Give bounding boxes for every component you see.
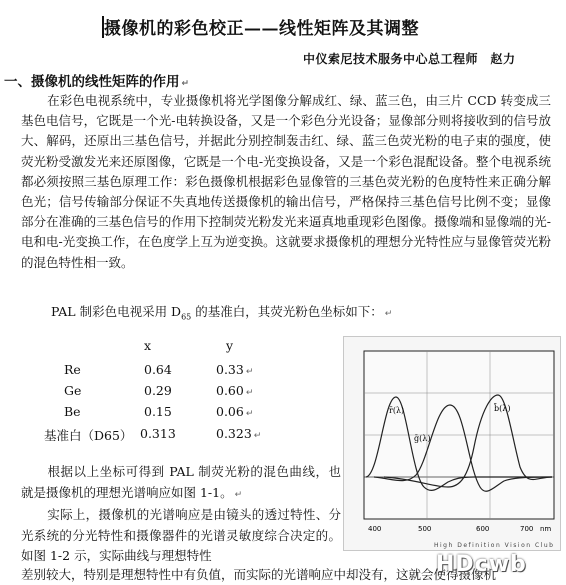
curve-label-b: b̄(λ) xyxy=(494,404,511,413)
header-x: x xyxy=(144,338,152,353)
author-line: 中仪索尼技术服务中心总工程师 赵力 xyxy=(303,52,516,66)
row-y: 0.323 ↵ xyxy=(216,426,262,441)
row-x: 0.64 xyxy=(144,362,172,377)
x-tick: 400 xyxy=(368,525,382,533)
section-heading-text: 一、摄像机的线性矩阵的作用 xyxy=(4,74,180,90)
table-row xyxy=(40,426,272,446)
paragraph-mark-icon: ↵ xyxy=(234,489,243,500)
table-row xyxy=(40,362,272,382)
table-row xyxy=(40,404,272,424)
x-tick: 700 xyxy=(520,525,534,533)
paragraph-3-line: 差别较大，特别是理想特性中有负值，而实际的光谱响应中却没有，这就会使得摄像机 xyxy=(21,567,497,582)
site-watermark xyxy=(430,542,566,585)
watermark-tagline: High Definition Vision Club xyxy=(434,542,555,549)
spectral-response-curves xyxy=(344,337,562,552)
pal-sentence-suffix: 的基准白，其荧光粉色坐标如下： xyxy=(191,304,383,319)
paragraph-2a-text: 根据以上坐标可得到 PAL 制荧光粉的混色曲线，也就是摄像机的理想光谱响应如图 1-1。 xyxy=(21,464,341,500)
x-tick: 600 xyxy=(476,525,490,533)
row-x: 0.15 xyxy=(144,404,172,419)
row-label: Re xyxy=(64,362,81,377)
pal-sentence-subscript: 65 xyxy=(181,312,192,322)
x-tick: 500 xyxy=(418,525,432,533)
table-header-row xyxy=(40,338,272,358)
curve-label-g: ḡ(λ) xyxy=(414,434,431,443)
row-y: 0.06 ↵ xyxy=(216,404,254,419)
paragraph-1 xyxy=(21,91,551,273)
pal-sentence xyxy=(51,302,392,322)
row-y: 0.33 ↵ xyxy=(216,362,254,377)
paragraph-mark-icon: ↵ xyxy=(245,388,254,398)
paragraph-mark-icon: ↵ xyxy=(245,409,254,419)
row-label: Ge xyxy=(64,383,82,398)
paragraph-2b-text: 实际上，摄像机的光谱响应是由镜头的透过特性、分光系统的分光特性和摄像器件的光谱灵敏度综合决定的。如图 1-2 示，实际曲线与理想特性 xyxy=(21,507,341,563)
row-x: 0.29 xyxy=(144,383,172,398)
section-heading xyxy=(4,70,189,90)
row-x: 0.313 xyxy=(140,426,176,441)
paragraph-2 xyxy=(21,462,341,567)
spectral-response-figure xyxy=(343,336,561,551)
paragraph-mark-icon: ↵ xyxy=(384,309,393,319)
paragraph-mark-icon: ↵ xyxy=(181,79,190,89)
row-y: 0.60 ↵ xyxy=(216,383,254,398)
watermark-logo: HDcwb xyxy=(436,552,527,577)
paragraph-mark-icon: ↵ xyxy=(245,367,254,377)
header-y: y xyxy=(226,338,234,353)
row-label: 基准白（D65） xyxy=(44,428,133,443)
document-title: 摄像机的彩色校正——线性矩阵及其调整 xyxy=(104,19,419,39)
paragraph-1-text: 在彩色电视系统中，专业摄像机将光学图像分解成红、绿、蓝三色，由三片 CCD 转变成三基色电信号，它既是一个光-电转换设备，又是一个彩色分光设备；显像部分则将接收到的信号放大、解码，还原出三基色信号，并据此分别控制轰击红、绿、蓝三色荧光粉的电子束的强度，使荧光粉受激发光来还原图像，它既是一个电-光变换设备，又是一个彩色混配设备。整个电视系统都必须按照三基色原理工作：彩色摄像机根据彩色显像管的三基色荧光粉的色度特性来正确分解色光；信号传输部分保证不失真地传送摄像机的输出信号，严格保持三基色信号比例不变；显像部分在准确的三基色信号的作用下控制荧光粉发光来逼真地重现彩色图像。摄像端和显像端的光-电和电-光变换工作，在色度学上互为逆变换。这就要求摄像机的理想分光特性应与显像管荧光粉的混色特性相一致。 xyxy=(21,93,551,270)
curve-label-r: r̄(λ) xyxy=(389,406,405,415)
row-label: Be xyxy=(64,404,81,419)
table-row xyxy=(40,383,272,403)
pal-sentence-prefix: PAL 制彩色电视采用 D xyxy=(51,304,182,319)
paragraph-mark-icon: ↵ xyxy=(253,431,262,441)
x-unit: nm xyxy=(540,525,552,533)
